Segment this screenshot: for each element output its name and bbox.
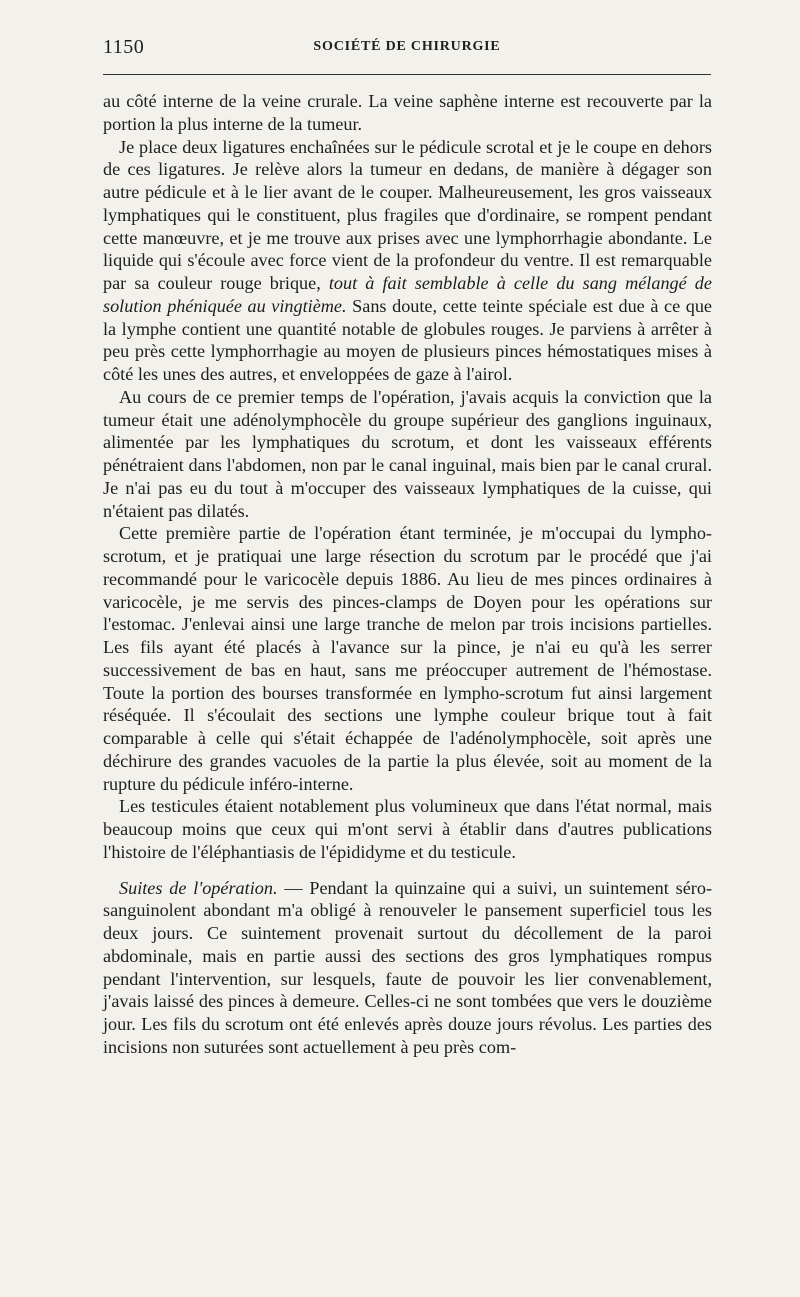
paragraph-ligatures [103,136,712,386]
section-heading: Suites de l'opération. [119,877,278,898]
paragraph-text: — Pendant la quinzaine qui a suivi, un suintement séro-sanguinolent abondant m'a obligé à renouveler le pansement superficiel tous les deux jours. Ce suintement provenait surtout du décollement de la paroi abdominale, mais en partie aussi des sections des gros lymphatiques rompus pendant l'intervention, sur lesquels, faute de pouvoir les lier convenablement, j'avais laissé des pinces à demeure. Celles-ci ne sont tombées que vers le douzième jour. Les fils du scrotum ont été enlevés après douze jours révolus. Les parties des incisions non suturées sont actuellement à peu près com- [103,877,712,1057]
paragraph-italic-text: tout à fait semblable à celle du sang mélangé de solution phéniquée au vingtième. [103,273,712,316]
body-text [103,90,712,1059]
paragraph-continuation [103,90,712,136]
paragraph-aftermath [103,877,712,1059]
header-rule [103,74,711,75]
paragraph-text: au côté interne de la veine crurale. La veine saphène interne est recouverte par la portion la plus interne de la tumeur. [103,91,712,134]
paragraph-first-stage [103,386,712,523]
page-number: 1150 [103,36,145,58]
paragraph-second-stage [103,522,712,795]
running-head: SOCIÉTÉ DE CHIRURGIE [313,39,501,54]
paragraph-text: Cette première partie de l'opération étant terminée, je m'occupai du lympho-scrotum, et je pratiquai une large résection du scrotum par le procédé que j'ai recommandé pour le varicocèle depuis 1886. Au lieu de mes pinces ordinaires à varicocèle, je me servis des pinces-clamps de Doyen pour les opérations sur l'estomac. J'enlevai ainsi une large tranche de melon par trois incisions partielles. Les fils ayant été placés à l'avance sur la pince, je n'ai eu qu'à les serrer successivement de bas en haut, sans me préoccuper autrement de l'hémostase. Toute la portion des bourses transformée en lympho-scrotum fut ainsi largement réséquée. Il s'écoulait des sections une lymphe couleur brique tout à fait comparable à celle qui s'était échappée de l'adénolymphocèle, soit après une déchirure des grandes vacuoles de la partie la plus élevée, soit au moment de la rupture du pédicule inféro-interne. [103,523,712,794]
paragraph-testicles [103,795,712,863]
page-header [103,36,711,64]
paragraph-text: Au cours de ce premier temps de l'opération, j'avais acquis la conviction que la tumeur était une adénolymphocèle du groupe supérieur des ganglions inguinaux, alimentée par les lymphatiques du scrotum, et dont les vaisseaux efférents pénétraient dans l'abdomen, non par le canal inguinal, mais bien par le canal crural. Je n'ai pas eu du tout à m'occuper des vaisseaux lymphatiques de la cuisse, qui n'étaient pas dilatés. [103,386,712,521]
paragraph-text: Les testicules étaient notablement plus volumineux que dans l'état normal, mais beaucoup moins que ceux qui m'ont servi à établir dans d'autres publications l'histoire de l'éléphantiasis de l'épididyme et du testicule. [103,796,712,862]
paragraph-text: Sans doute, cette teinte spéciale est due à ce que la lymphe contient une quantité notable de globules rouges. Je parviens à arrêter à peu près cette lymphorrhagie au moyen de plusieurs pinces hémostatiques mises à côté les unes des autres, et enveloppées de gaze à l'airol. [103,295,712,384]
paragraph-text: Je place deux ligatures enchaînées sur le pédicule scrotal et je le coupe en dehors de ces ligatures. Je relève alors la tumeur en dedans, de manière à dégager son autre pédicule et à le lier avant de le couper. Malheureusement, les gros vaisseaux lymphatiques qui le constituent, plus fragiles que d'ordinaire, se rompent pendant cette manœuvre, et je me trouve aux prises avec une lymphorrhagie abondante. Le liquide qui s'écoule avec force vient de la profondeur du ventre. Il est remarquable par sa couleur rouge brique, [103,136,712,293]
